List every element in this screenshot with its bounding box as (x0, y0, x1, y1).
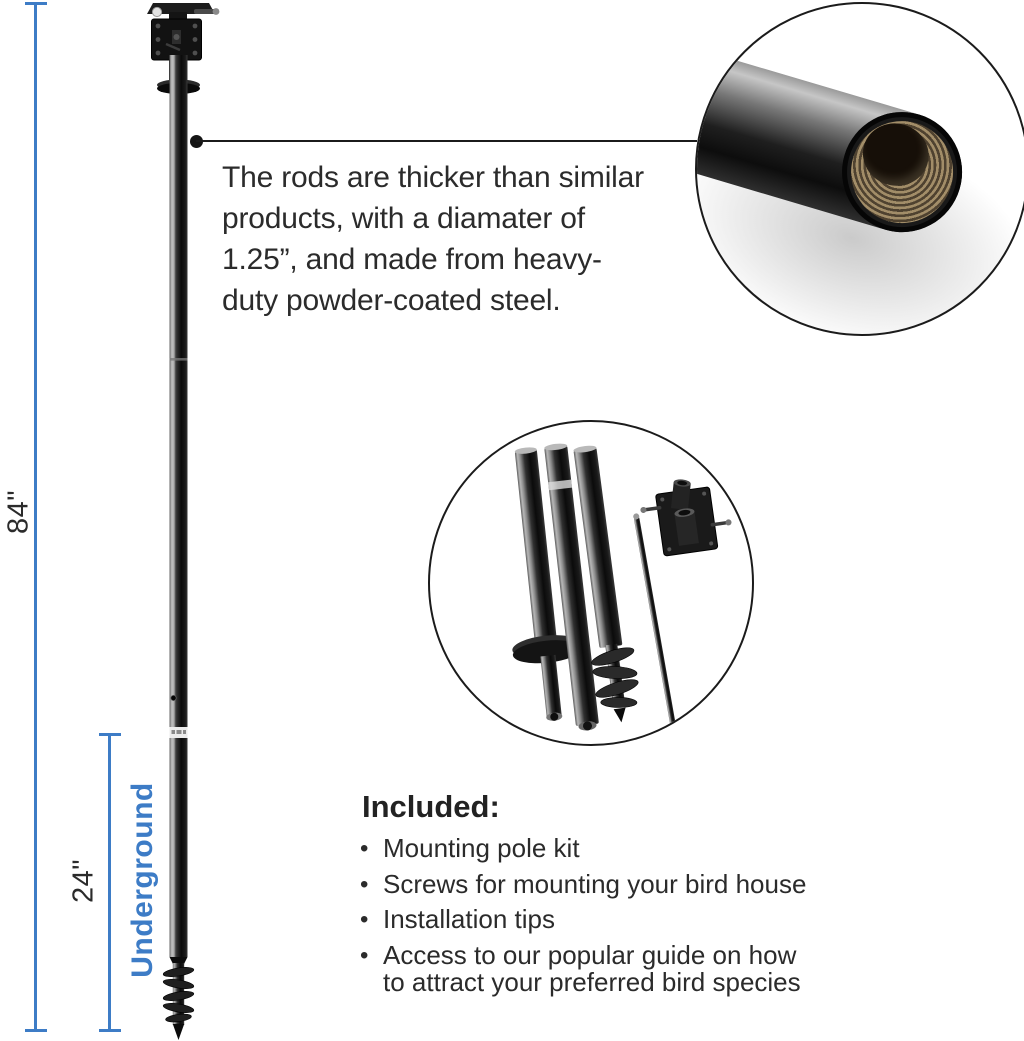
kit-mounting-bracket (637, 472, 735, 559)
bullet-icon: • (360, 835, 369, 862)
description-line: 1.25”, and made from heavy- (222, 243, 602, 276)
underground-label: Underground (126, 782, 159, 978)
auger-spiral-flanges (163, 966, 195, 1024)
underground-depth-label: 24" (67, 858, 100, 904)
list-item-text: Access to our popular guide on how (383, 939, 797, 970)
height-dimension-label: 84" (2, 489, 35, 535)
bullet-icon: • (360, 870, 369, 898)
description-line: duty powder-coated steel. (222, 284, 561, 317)
callout-line (196, 140, 697, 142)
list-item-text: Screws for mounting your bird house (383, 868, 807, 899)
bullet-icon: • (360, 941, 369, 969)
included-list (360, 835, 960, 1004)
underground-dimension-line-24 (108, 733, 111, 1032)
list-item (360, 835, 960, 862)
kit-contents-photo (430, 422, 752, 744)
rod-end-closeup-inset (695, 2, 1024, 336)
list-item-text: to attract your preferred bird species (383, 966, 801, 997)
list-item (360, 906, 960, 933)
description-line: products, with a diamater of (222, 202, 585, 235)
list-item-text: Mounting pole kit (383, 833, 580, 863)
description-line: The rods are thicker than similar (222, 161, 644, 194)
auger-tip (173, 1024, 184, 1040)
pole-label-sticker (170, 727, 188, 738)
list-item (360, 939, 960, 997)
ground-auger (163, 957, 195, 1040)
pole-section-seam (170, 358, 188, 361)
list-item-text: Installation tips (383, 904, 555, 934)
pole-shaft (170, 55, 188, 957)
mounting-pole-photo (128, 0, 228, 1041)
kit-contents-inset (428, 420, 754, 746)
pole-pin-hole (171, 695, 176, 700)
included-heading: Included: (362, 789, 500, 824)
bullet-icon: • (360, 906, 369, 933)
rod-description-text (222, 157, 644, 321)
list-item (360, 868, 960, 899)
